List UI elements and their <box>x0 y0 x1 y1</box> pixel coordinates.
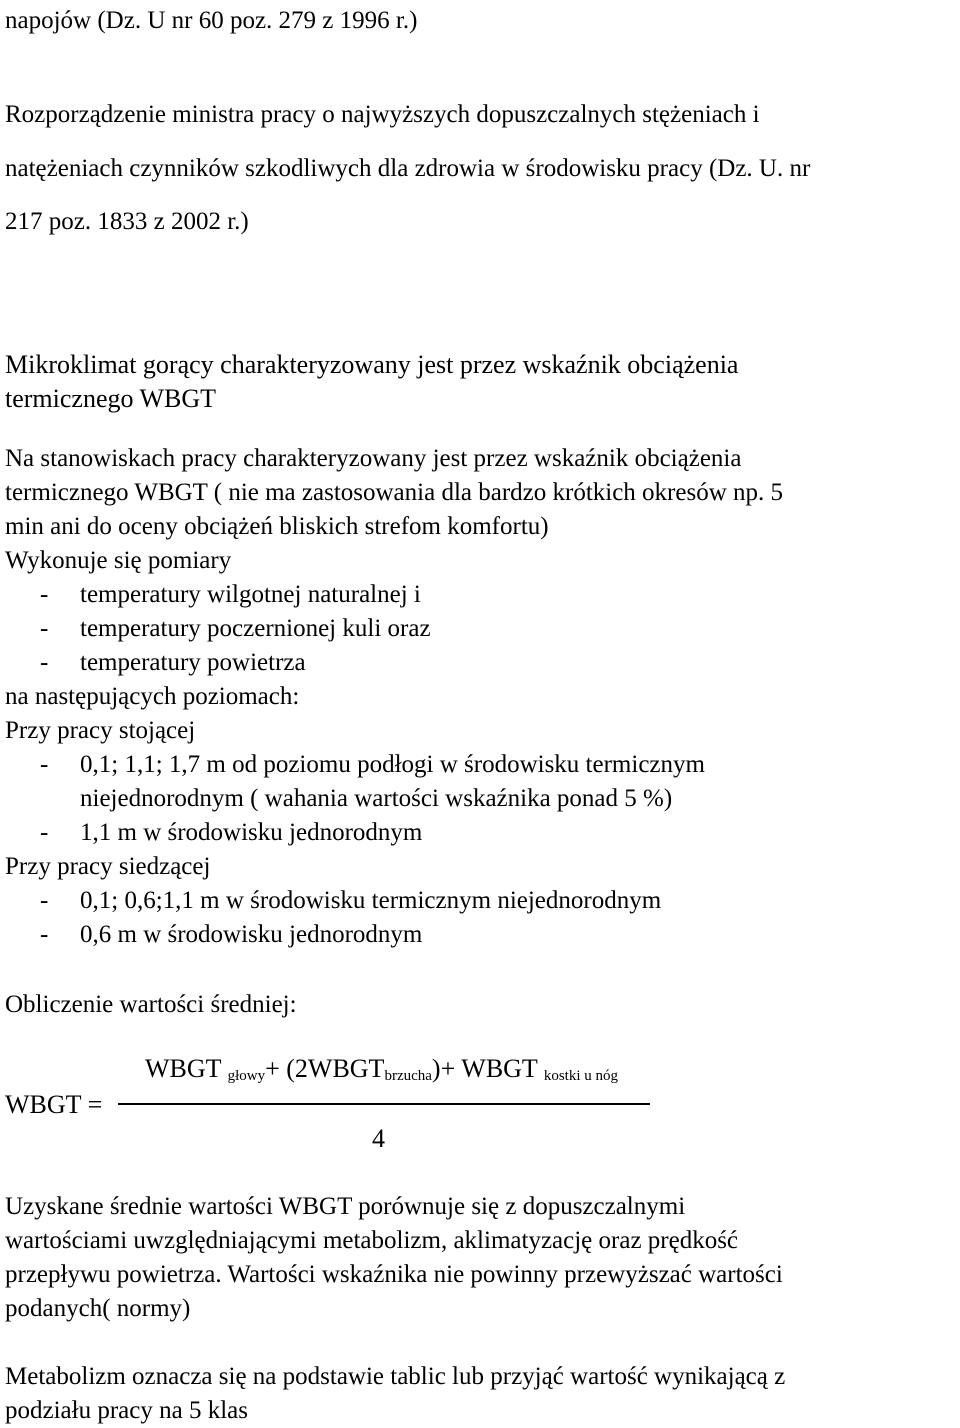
comparison-line-2: wartościami uwzględniającymi metabolizm, aklimatyzację oraz prędkość <box>5 1227 739 1254</box>
standing-heading: Przy pracy stojącej <box>5 717 196 744</box>
comparison-line-4: podanych( normy) <box>5 1295 191 1322</box>
standing-item-1-continuation: niejednorodnym ( wahania wartości wskaźnika ponad 5 %) <box>80 785 673 812</box>
metabolism-line-2: podziału pracy na 5 klas <box>5 1397 248 1424</box>
standing-item-1: 0,1; 1,1; 1,7 m od poziomu podłogi w środowisku termicznym <box>80 751 705 778</box>
measurement-dash-3: - <box>40 649 49 676</box>
regulation-line-2: natężeniach czynników szkodliwych dla zdrowia w środowisku pracy (Dz. U. nr <box>5 155 811 182</box>
workstations-line-2: termicznego WBGT ( nie ma zastosowania dla bardzo krótkich okresów np. 5 <box>5 479 784 506</box>
microclimate-line-2: termicznego WBGT <box>5 384 217 413</box>
regulation-line-3: 217 poz. 1833 z 2002 r.) <box>5 208 249 235</box>
regulation-line-1: Rozporządzenie ministra pracy o najwyższych dopuszczalnych stężeniach i <box>5 101 760 128</box>
formula-term-2: + (2WBGT <box>265 1054 385 1083</box>
comparison-line-1: Uzyskane średnie wartości WBGT porównuje się z dopuszczalnymi <box>5 1193 686 1220</box>
formula-denominator: 4 <box>372 1124 385 1153</box>
formula-term-1: WBGT <box>145 1054 228 1083</box>
formula-sub-head: głowy <box>227 1068 266 1084</box>
average-heading: Obliczenie wartości średniej: <box>5 991 297 1018</box>
standing-dash-2: - <box>40 819 49 846</box>
formula-numerator <box>145 1053 618 1092</box>
comparison-line-3: przepływu powietrza. Wartości wskaźnika nie powinny przewyższać wartości <box>5 1261 783 1288</box>
standing-dash-1: - <box>40 751 49 778</box>
standing-item-2: 1,1 m w środowisku jednorodnym <box>80 819 423 846</box>
workstations-line-3: min ani do oceny obciążeń bliskich strefom komfortu) <box>5 513 549 540</box>
metabolism-line-1: Metabolizm oznacza się na podstawie tablic lub przyjąć wartość wynikającą z <box>5 1363 786 1390</box>
sitting-dash-2: - <box>40 921 49 948</box>
workstations-line-4: Wykonuje się pomiary <box>5 547 232 574</box>
measurement-item-2: temperatury poczernionej kuli oraz <box>80 615 431 642</box>
formula-sub-ankles: kostki u nóg <box>543 1068 619 1084</box>
measurement-dash-2: - <box>40 615 49 642</box>
formula-sub-belly: brzucha <box>384 1068 432 1084</box>
formula-lhs: WBGT = <box>5 1090 103 1119</box>
fraction-bar <box>118 1103 650 1105</box>
levels-intro-line: na następujących poziomach: <box>5 683 300 710</box>
microclimate-line-1: Mikroklimat gorący charakteryzowany jest przez wskaźnik obciążenia <box>5 350 739 379</box>
sitting-item-1: 0,1; 0,6;1,1 m w środowisku termicznym niejednorodnym <box>80 887 662 914</box>
sitting-dash-1: - <box>40 887 49 914</box>
sitting-item-2: 0,6 m w środowisku jednorodnym <box>80 921 423 948</box>
workstations-line-1: Na stanowiskach pracy charakteryzowany jest przez wskaźnik obciążenia <box>5 445 742 472</box>
measurement-item-3: temperatury powietrza <box>80 649 306 676</box>
measurement-item-1: temperatury wilgotnej naturalnej i <box>80 581 421 608</box>
measurement-dash-1: - <box>40 581 49 608</box>
top-fragment-line: napojów (Dz. U nr 60 poz. 279 z 1996 r.) <box>5 7 418 34</box>
formula-term-3: )+ WBGT <box>431 1054 544 1083</box>
sitting-heading: Przy pracy siedzącej <box>5 853 211 880</box>
